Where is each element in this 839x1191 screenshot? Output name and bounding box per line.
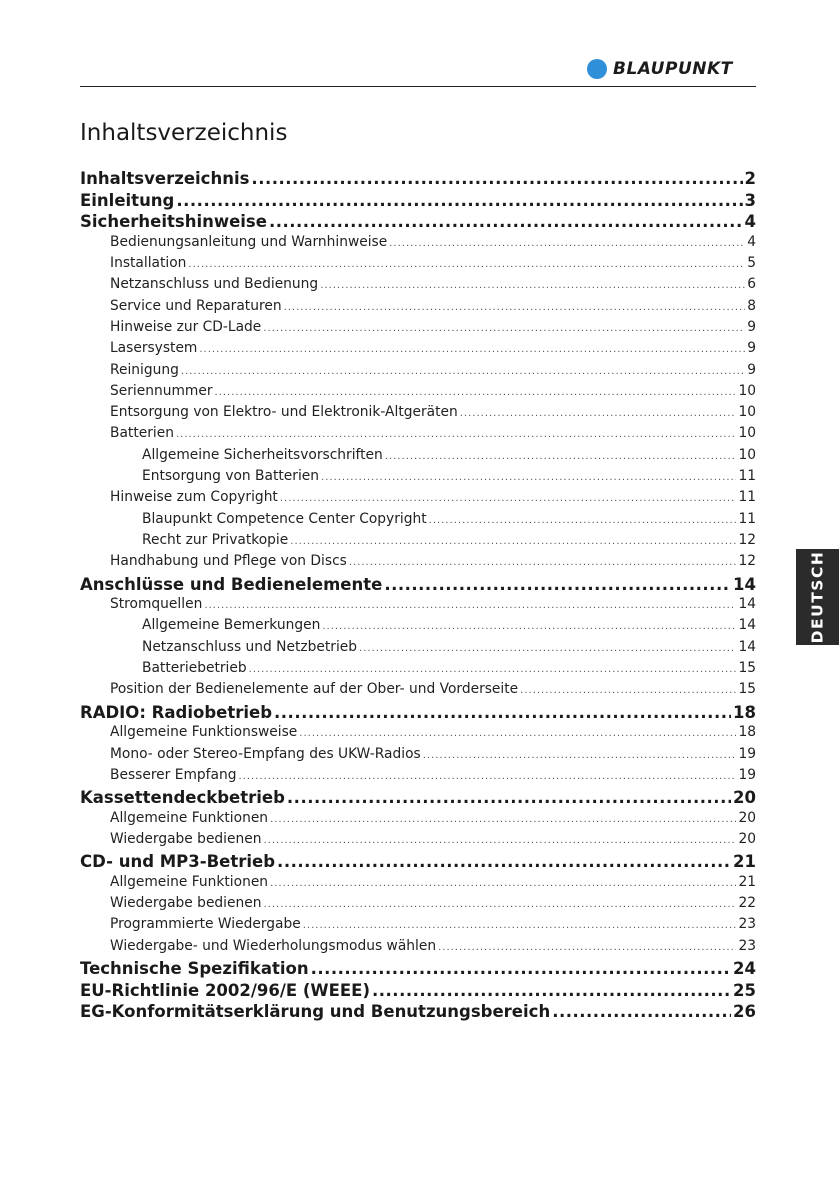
toc-entry-page: 10 <box>738 425 756 442</box>
toc-entry[interactable] <box>80 981 756 1003</box>
toc-entry[interactable] <box>80 767 756 788</box>
dot-leader <box>429 515 737 526</box>
toc-entry-title: Service und Reparaturen <box>110 297 282 314</box>
toc-entry[interactable] <box>80 234 756 255</box>
dot-leader <box>274 703 731 722</box>
toc-entry-page: 18 <box>733 702 756 722</box>
table-of-contents <box>80 169 756 1024</box>
dot-leader <box>322 621 736 632</box>
toc-entry[interactable] <box>80 532 756 553</box>
toc-entry[interactable] <box>80 425 756 446</box>
toc-entry-title: Sicherheitshinweise <box>80 212 267 232</box>
dot-leader <box>176 429 736 440</box>
toc-entry-page: 2 <box>744 169 756 188</box>
dot-leader <box>199 344 745 355</box>
dot-leader <box>349 557 737 568</box>
toc-entry[interactable] <box>80 617 756 638</box>
toc-entry[interactable] <box>80 340 756 361</box>
dot-leader <box>269 212 743 231</box>
toc-entry-page: 9 <box>747 361 756 378</box>
toc-entry-page: 24 <box>733 959 756 979</box>
toc-entry-title: Recht zur Privatkopie <box>142 531 289 548</box>
toc-entry-title: Wiedergabe bedienen <box>110 830 262 847</box>
toc-entry[interactable] <box>80 895 756 916</box>
toc-entry-page: 19 <box>738 745 756 762</box>
dot-leader <box>385 451 737 462</box>
toc-entry-title: Lasersystem <box>110 340 198 357</box>
toc-entry-page: 22 <box>738 895 756 912</box>
toc-entry-page: 15 <box>738 660 756 677</box>
dot-leader <box>263 899 736 910</box>
dot-leader <box>299 728 736 739</box>
toc-entry-page: 19 <box>738 766 756 783</box>
toc-entry[interactable] <box>80 511 756 532</box>
toc-entry-title: Allgemeine Sicherheitsvorschriften <box>142 446 383 463</box>
dot-leader <box>263 323 745 334</box>
toc-entry-title: Stromquellen <box>110 596 203 613</box>
toc-entry[interactable] <box>80 447 756 468</box>
toc-entry-title: Wiedergabe bedienen <box>110 895 262 912</box>
toc-entry-title: Inhaltsverzeichnis <box>80 169 250 188</box>
toc-entry-page: 23 <box>738 937 756 954</box>
toc-entry[interactable] <box>80 746 756 767</box>
toc-entry-page: 14 <box>733 574 756 594</box>
toc-entry[interactable] <box>80 169 756 191</box>
dot-leader <box>188 259 745 270</box>
toc-entry-page: 23 <box>738 916 756 933</box>
dot-leader <box>249 664 737 675</box>
toc-entry-title: Reinigung <box>110 361 179 378</box>
page-title: Inhaltsverzeichnis <box>80 120 288 146</box>
toc-entry-page: 20 <box>733 788 756 808</box>
toc-entry-title: Blaupunkt Competence Center Copyright <box>142 510 427 527</box>
toc-entry-page: 26 <box>733 1002 756 1022</box>
dot-leader <box>389 238 745 249</box>
dot-leader <box>359 643 736 654</box>
toc-entry-page: 14 <box>738 638 756 655</box>
toc-entry-page: 5 <box>747 255 756 272</box>
brand-logo <box>587 58 733 80</box>
toc-entry-title: Allgemeine Bemerkungen <box>142 617 321 634</box>
dot-leader <box>520 685 736 696</box>
toc-entry[interactable] <box>80 298 756 319</box>
toc-entry-page: 25 <box>733 980 756 1000</box>
toc-entry-title: Position der Bedienelemente auf der Ober- und Vorderseite <box>110 681 519 698</box>
dot-leader <box>238 771 736 782</box>
toc-entry-page: 3 <box>744 190 756 210</box>
header-divider <box>80 86 756 87</box>
toc-entry-page: 6 <box>747 276 756 293</box>
toc-entry-title: Netzanschluss und Netzbetrieb <box>142 638 358 655</box>
toc-entry[interactable] <box>80 874 756 895</box>
toc-entry-title: Wiedergabe- und Wiederholungsmodus wählen <box>110 937 437 954</box>
toc-entry-title: Hinweise zum Copyright <box>110 489 278 506</box>
toc-entry[interactable] <box>80 852 756 874</box>
toc-entry[interactable] <box>80 639 756 660</box>
language-tab <box>796 549 839 645</box>
toc-entry[interactable] <box>80 831 756 852</box>
toc-entry-page: 8 <box>747 297 756 314</box>
dot-leader <box>423 750 737 761</box>
toc-entry[interactable] <box>80 703 756 725</box>
toc-entry-title: Einleitung <box>80 190 175 210</box>
dot-leader <box>251 169 742 188</box>
toc-entry[interactable] <box>80 319 756 340</box>
toc-entry-page: 14 <box>738 617 756 634</box>
toc-entry[interactable] <box>80 404 756 425</box>
dot-leader <box>438 942 736 953</box>
toc-entry-page: 9 <box>747 318 756 335</box>
toc-entry-title: Netzanschluss und Bedienung <box>110 276 319 293</box>
toc-entry-title: EG-Konformitätserklärung und Benutzungsbereich <box>80 1002 551 1022</box>
dot-leader <box>290 536 736 547</box>
toc-entry[interactable] <box>80 681 756 702</box>
toc-entry[interactable] <box>80 255 756 276</box>
toc-entry-title: Seriennummer <box>110 382 213 399</box>
toc-entry-title: Kassettendeckbetrieb <box>80 788 285 808</box>
toc-entry[interactable] <box>80 959 756 981</box>
brand-name: BLAUPUNKT <box>613 59 733 79</box>
toc-entry[interactable] <box>80 788 756 810</box>
toc-entry[interactable] <box>80 553 756 574</box>
toc-entry-title: Installation <box>110 255 187 272</box>
dot-leader <box>321 472 736 483</box>
toc-entry-title: RADIO: Radiobetrieb <box>80 702 273 722</box>
dot-leader <box>460 408 737 419</box>
toc-entry-page: 12 <box>738 553 756 570</box>
toc-entry[interactable] <box>80 596 756 617</box>
dot-leader <box>215 387 737 398</box>
toc-entry-page: 11 <box>738 468 756 485</box>
dot-leader <box>181 366 745 377</box>
toc-entry-page: 20 <box>738 830 756 847</box>
toc-entry-page: 10 <box>738 404 756 421</box>
dot-leader <box>277 852 731 871</box>
toc-entry[interactable] <box>80 724 756 745</box>
dot-leader <box>320 280 745 291</box>
toc-entry-page: 10 <box>738 446 756 463</box>
toc-entry[interactable] <box>80 810 756 831</box>
toc-entry-title: Mono- oder Stereo-Empfang des UKW-Radios <box>110 745 421 762</box>
toc-entry-page: 12 <box>738 531 756 548</box>
toc-entry-title: Bedienungsanleitung und Warnhinweise <box>110 233 388 250</box>
dot-leader <box>176 191 742 210</box>
toc-entry-title: Entsorgung von Elektro- und Elektronik-Altgeräten <box>110 404 458 421</box>
toc-entry[interactable] <box>80 575 756 597</box>
toc-entry-page: 11 <box>738 510 756 527</box>
toc-entry-title: CD- und MP3-Betrieb <box>80 852 276 872</box>
dot-leader <box>280 493 737 504</box>
toc-entry-title: EU-Richtlinie 2002/96/E (WEEE) <box>80 980 370 1000</box>
dot-leader <box>284 302 746 313</box>
dot-leader <box>303 920 737 931</box>
toc-entry-title: Programmierte Wiedergabe <box>110 916 301 933</box>
toc-entry[interactable] <box>80 383 756 404</box>
toc-entry-title: Technische Spezifikation <box>80 959 309 979</box>
toc-entry-page: 9 <box>747 340 756 357</box>
dot-leader <box>287 788 731 807</box>
toc-entry-page: 4 <box>747 233 756 250</box>
toc-entry-page: 11 <box>738 489 756 506</box>
dot-leader <box>552 1002 731 1021</box>
toc-entry-page: 4 <box>744 212 756 232</box>
toc-entry-page: 21 <box>733 852 756 872</box>
dot-leader <box>270 878 736 889</box>
toc-entry-title: Allgemeine Funktionsweise <box>110 724 298 741</box>
toc-entry[interactable] <box>80 468 756 489</box>
toc-entry-title: Anschlüsse und Bedienelemente <box>80 574 383 594</box>
toc-entry[interactable] <box>80 212 756 234</box>
toc-entry-title: Entsorgung von Batterien <box>142 468 320 485</box>
toc-entry-page: 10 <box>738 382 756 399</box>
toc-entry[interactable] <box>80 660 756 681</box>
dot-leader <box>263 835 736 846</box>
toc-entry-title: Besserer Empfang <box>110 766 237 783</box>
toc-entry-title: Allgemeine Funktionen <box>110 809 269 826</box>
toc-entry-title: Handhabung und Pflege von Discs <box>110 553 347 570</box>
toc-entry-title: Allgemeine Funktionen <box>110 873 269 890</box>
toc-entry-title: Batteriebetrieb <box>142 660 247 677</box>
brand-dot-icon <box>587 59 607 79</box>
toc-entry[interactable] <box>80 276 756 297</box>
toc-entry[interactable] <box>80 1002 756 1024</box>
toc-entry-title: Batterien <box>110 425 174 442</box>
dot-leader <box>311 959 731 978</box>
dot-leader <box>384 575 731 594</box>
toc-entry[interactable] <box>80 938 756 959</box>
toc-entry-page: 20 <box>738 809 756 826</box>
toc-entry[interactable] <box>80 489 756 510</box>
toc-entry-page: 15 <box>738 681 756 698</box>
toc-entry[interactable] <box>80 191 756 213</box>
dot-leader <box>270 814 736 825</box>
toc-entry-page: 18 <box>738 724 756 741</box>
language-tab-label: DEUTSCH <box>808 550 827 644</box>
dot-leader <box>204 600 736 611</box>
dot-leader <box>372 981 731 1000</box>
toc-entry-page: 14 <box>738 596 756 613</box>
toc-entry[interactable] <box>80 916 756 937</box>
toc-entry-page: 21 <box>738 873 756 890</box>
toc-entry-title: Hinweise zur CD-Lade <box>110 318 262 335</box>
toc-entry[interactable] <box>80 362 756 383</box>
